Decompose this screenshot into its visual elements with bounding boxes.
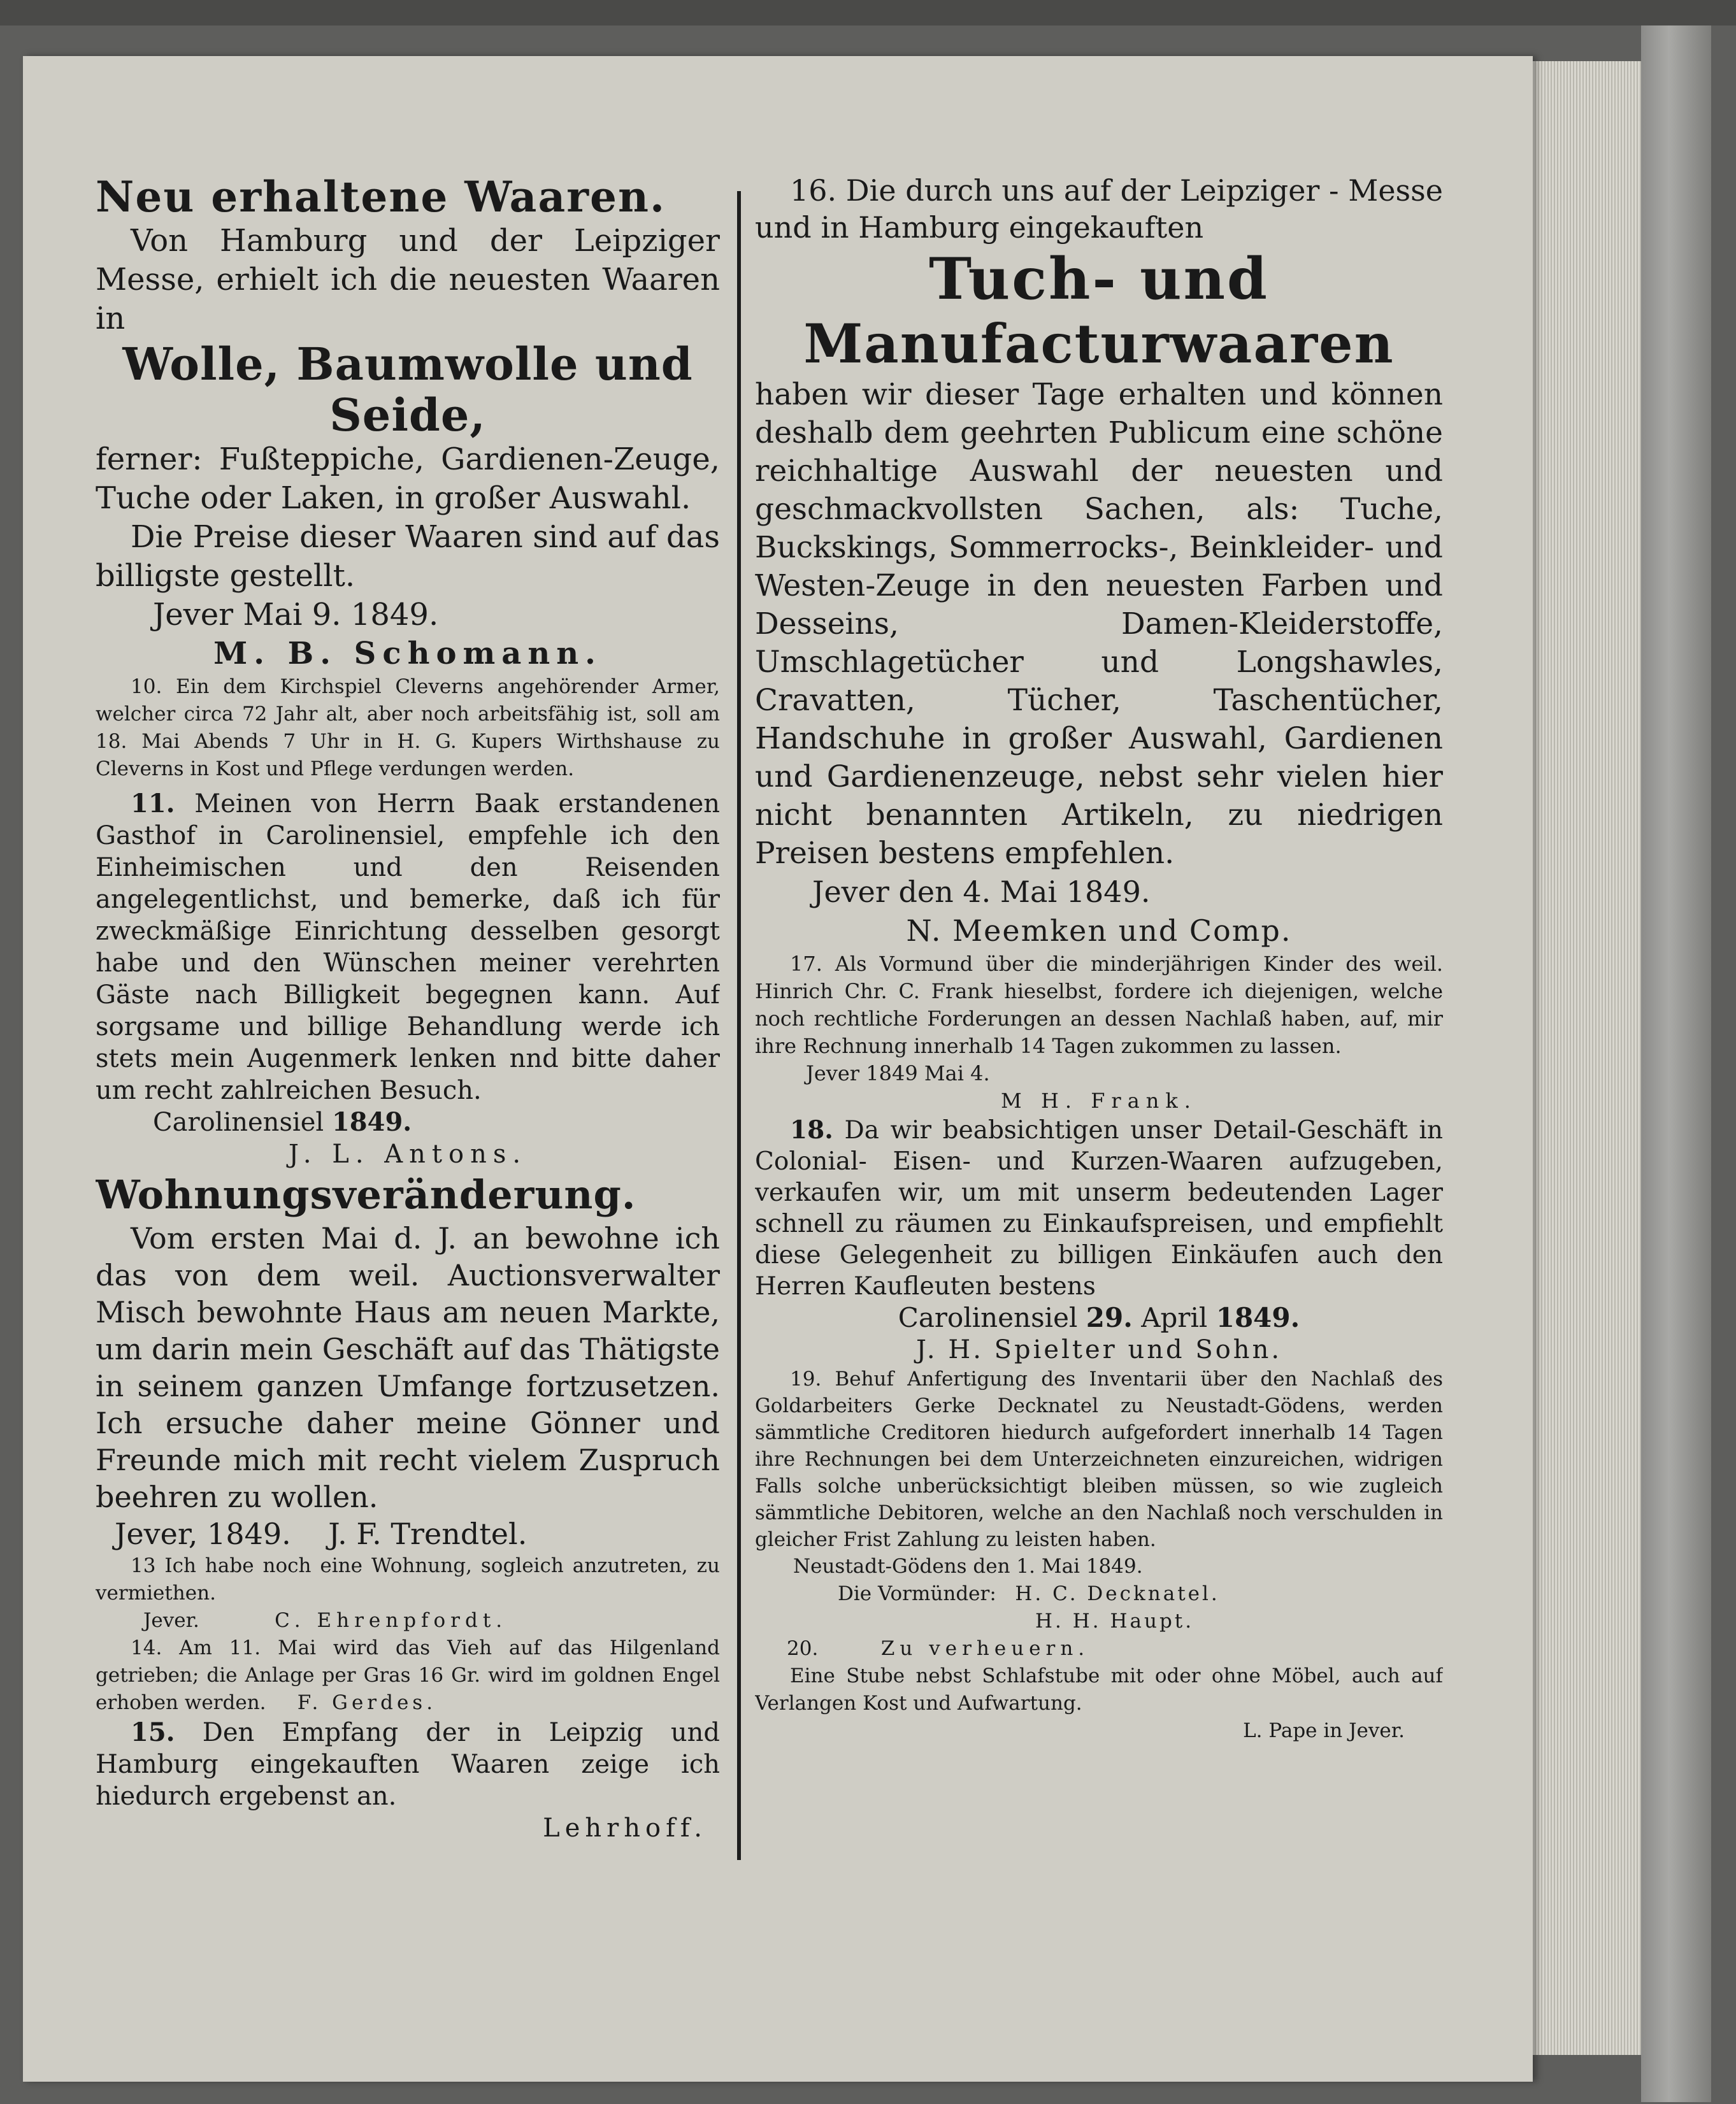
ad-headline: Manufacturwaaren [803,312,1395,375]
ad-date-place: Carolinensiel [153,1108,324,1137]
ad-signature-label: Die Vormünder: [838,1582,996,1605]
ad-signature: Lehrhoff. [543,1814,707,1843]
ad-signature: L. Pape in Jever. [1243,1719,1405,1742]
ad-body: ferner: Fußteppiche, Gardienen-Zeuge, Tuche oder Laken, in großer Auswahl. [96,441,720,516]
ad-date-month: April [1141,1302,1208,1333]
page-edges [1533,61,1641,2055]
ad-signature: H. C. Decknatel. [1015,1582,1220,1605]
ad-text: 14. Am 11. Mai wird das Vieh auf das Hilgenland getrieben; die Anlage per Gras 16 Gr. wird im goldnen Engel erhoben werden. [96,1636,720,1714]
ad-intro: 16. Die durch uns auf der Leipziger - Messe und in Hamburg eingekauften [755,173,1443,245]
ad-signature: M H. Frank. [1001,1089,1197,1113]
ad-wohnungsveraenderung [96,1170,720,1552]
ad-number: 20. [787,1637,819,1660]
ad-text: 17. Als Vormund über die minderjährigen Kinder des weil. Hinrich Chr. C. Frank hieselbst, fordere ich diejenigen, welche noch rechtliche Forderungen an dessen Nachlaß haben, auf, mir ihre Rechnung innerhalb 14 Tagen zukommen zu lassen. [755,952,1443,1058]
ad-19 [755,1366,1443,1635]
ad-intro: Von Hamburg und der Leipziger Messe, erhielt ich die neuesten Waaren in [96,223,720,336]
ad-text: 13 Ich habe noch eine Wohnung, sogleich anzutreten, zu vermiethen. [96,1554,720,1605]
ad-headline: Wolle, Baumwolle und [122,338,693,390]
ad-number: 15. [131,1717,175,1747]
ad-date: Neustadt-Gödens den 1. Mai 1849. [793,1555,1143,1578]
ad-signature: J. H. Spielter und Sohn. [915,1335,1282,1364]
ad-signature: M. B. Schomann. [213,636,602,671]
ad-text: Eine Stube nebst Schlafstube mit oder ohne Möbel, auch auf Verlangen Kost und Aufwartung. [755,1664,1443,1715]
ad-16 [755,172,1443,950]
ad-place: Jever. [143,1609,199,1632]
ad-signature: J. F. Trendtel. [328,1517,527,1551]
ad-title: Neu erhaltene Waaren. [96,172,666,222]
ad-text: Vom ersten Mai d. J. an bewohne ich das von dem weil. Auctionsverwalter Misch bewohnte Haus am neuen Markte, um darin mein Geschäft auf das Thätigste in seinem ganzen Umfange fortzusetzen. Ich ersuche daher meine Gönner und Freunde mich mit recht vielem Zuspruch beehren zu wollen. [96,1221,720,1514]
ad-11 [96,788,720,1170]
left-column [96,172,720,1892]
ad-17 [755,950,1443,1115]
ad-neu-erhaltene-waaren [96,172,720,673]
ad-text: Den Empfang der in Leipzig und Hamburg eingekauften Waaren zeige ich hiedurch ergebenst an. [96,1718,720,1811]
ad-date-year: 1849. [1216,1302,1300,1333]
ad-20 [755,1635,1443,1745]
ad-text: 10. Ein dem Kirchspiel Cleverns angehörender Armer, welcher circa 72 Jahr alt, aber noch arbeitsfähig ist, soll am 18. Mai Abends 7 Uhr in H. G. Kupers Wirthshause zu Cleverns in Kost und Pflege verdungen werden. [96,675,720,780]
ad-signature: F. Gerdes. [297,1691,437,1714]
ad-title: Zu verheuern. [880,1637,1090,1660]
ad-title: Wohnungsveränderung. [96,1171,636,1218]
ad-number: 18. [790,1115,833,1145]
ad-15 [96,1717,720,1844]
ad-signature: N. Meemken und Comp. [906,913,1292,948]
ad-date-day: 29. [1086,1302,1133,1333]
ad-prices: Die Preise dieser Waaren sind auf das billigste gestellt. [96,519,720,594]
ad-body: haben wir dieser Tage erhalten und können deshalb dem geehrten Publicum eine schöne reichhaltige Auswahl der neuesten und geschmackvollsten Sachen, als: Tuche, Buckskings, Sommerrocks-, Beinkleider- und Westen-Zeuge in den neuesten Farben und Desseins, Damen-Kleiderstoffe, Umschlagetücher und Longshawles, Cravatten, Tücher, Taschentücher, Handschuhe in großer Auswahl, Gardienen und Gardienenzeuge, nebst sehr vielen hier nicht benannten Artikeln, zu niedrigen Preisen bestens empfehlen. [755,377,1443,871]
ad-13 [96,1552,720,1635]
book-spine [1641,25,1711,2102]
right-column [755,172,1443,1892]
ad-date: Jever Mai 9. 1849. [153,597,439,633]
ad-18 [755,1115,1443,1366]
ad-text: Meinen von Herrn Baak erstandenen Gasthof in Carolinensiel, empfehle ich den Einheimischen und den Reisenden angelegentlichst, und bemerke, daß ich für zweckmäßige Einrichtung desselben gesorgt habe und den Wünschen meiner verehrten Gäste nach Billigkeit begegnen kann. Auf sorgsame und billige Behandlung werde ich stets mein Augenmerk lenken nnd bitte daher um recht zahlreichen Besuch. [96,789,720,1105]
ad-date: Jever den 4. Mai 1849. [812,875,1151,909]
ad-headline: Seide, [329,389,486,441]
column-rule [737,191,741,1860]
ad-text: Da wir beabsichtigen unser Detail-Geschäft in Colonial- Eisen- und Kurzen-Waaren aufzugeben, verkaufen wir, um mit unserm bedeutenden Lager schnell zu räumen zu Einkaufspreisen, und empfiehlt diese Gelegenheit zu billigen Einkäufen auch den Herren Kaufleuten bestens [755,1116,1443,1301]
ad-date-place: Carolinensiel [898,1302,1078,1333]
book-cover-edge [0,0,1736,25]
ad-signature: H. H. Haupt. [1035,1610,1194,1633]
ad-date: Jever, 1849. [115,1517,291,1551]
ad-number: 11. [131,789,175,819]
ad-date: Jever 1849 Mai 4. [806,1061,990,1085]
ad-signature: J. L. Antons. [288,1140,527,1169]
ad-date-year: 1849. [331,1107,412,1137]
ad-text: 19. Behuf Anfertigung des Inventarii über den Nachlaß des Goldarbeiters Gerke Decknatel zu Neustadt-Gödens, werden sämmtliche Creditoren hiedurch aufgefordert innerhalb 14 Tagen ihre Rechnungen bei dem Unterzeichneten einzureichen, widrigen Falls solche unberücksichtigt bleiben müssen, so wie zugleich sämmtliche Debitoren, welche an den Nachlaß noch verschulden in gleicher Frist Zahlung zu leisten haben. [755,1368,1443,1551]
ad-14 [96,1635,720,1717]
ad-signature: C. Ehrenpfordt. [275,1609,508,1632]
ad-headline: Tuch- und [929,245,1269,313]
ad-10 [96,673,720,783]
